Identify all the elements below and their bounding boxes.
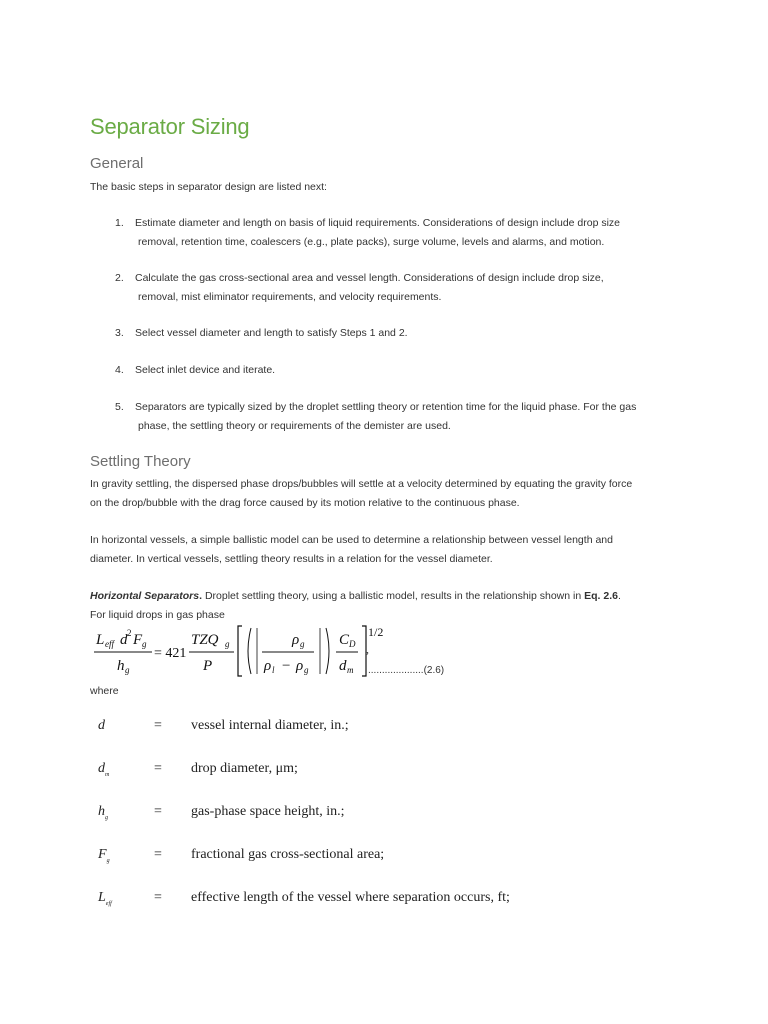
step-text-line2: removal, mist eliminator requirements, and velocity requirements. — [138, 291, 442, 303]
lhs-L: L — [96, 632, 105, 648]
step-text-line1: Select vessel diameter and length to satisfy Steps 1 and 2. — [135, 327, 408, 339]
step-number: 3. — [115, 327, 124, 339]
minus-sign: − — [282, 658, 291, 674]
where-label: where — [90, 685, 119, 697]
rho-g-bottom-sub: g — [304, 665, 309, 675]
rho-g-top-sub: g — [300, 639, 305, 649]
symbol — [98, 761, 109, 778]
definition: vessel internal diameter, in.; — [191, 718, 349, 733]
symbol — [98, 718, 105, 735]
left-paren — [248, 628, 251, 674]
equation-2-6 — [84, 620, 384, 682]
lhs-h: h — [117, 658, 125, 674]
definition: drop diameter, μm; — [191, 761, 298, 776]
equals-sign: = — [154, 718, 162, 733]
mid-P: P — [203, 658, 213, 674]
step-number: 5. — [115, 401, 124, 413]
mid-TZQ: TZQ — [191, 632, 219, 648]
equation-number: ....................(2.6) — [368, 665, 445, 676]
settling-paragraph-2 — [90, 531, 690, 569]
definition: effective length of the vessel where separation occurs, ft; — [191, 890, 510, 905]
settling-para1-line1: In gravity settling, the dispersed phase drops/bubbles will settle at a velocity determined by equating the gravity force — [90, 478, 633, 490]
step-number: 2. — [115, 272, 124, 284]
equation-reference: Eq. 2.6 — [584, 590, 618, 602]
symbol-letter: F — [98, 847, 107, 862]
symbol — [98, 847, 110, 864]
symbol — [98, 890, 112, 907]
settling-para1-line2: on the drop/bubble with the drag force caused by its motion relative to the continuous phase. — [90, 497, 520, 509]
equation-comma: , — [366, 642, 369, 656]
symbol — [98, 804, 108, 821]
cd: C — [339, 632, 350, 648]
rho-l-sub: l — [272, 665, 275, 675]
settling-paragraph-1 — [90, 475, 690, 513]
symbol-letter: d — [98, 761, 105, 776]
lhs-F-sub: g — [142, 639, 147, 649]
general-intro: The basic steps in separator design are listed next: — [90, 181, 327, 193]
section-heading-general: General — [90, 155, 144, 172]
rho-l: ρ — [264, 658, 272, 674]
horizontal-separators-text: Droplet settling theory, using a ballistic model, results in the relationship shown in — [202, 590, 585, 602]
dm-sub: m — [347, 665, 354, 675]
exponent: 1/2 — [368, 625, 384, 639]
equals-sign: = — [154, 761, 162, 776]
step-text-line1: Estimate diameter and length on basis of liquid requirements. Considerations of design include drop size — [135, 217, 621, 229]
page-title: Separator Sizing — [90, 114, 250, 139]
rho-g-top: ρ — [292, 632, 300, 648]
step-text-line1: Separators are typically sized by the droplet settling theory or retention time for the liquid phase. For the gas — [135, 401, 637, 413]
step-number: 1. — [115, 217, 124, 229]
cd-sub: D — [349, 639, 356, 649]
settling-para2-line2: diameter. In vertical vessels, settling theory results in a relation for the vessel diameter. — [90, 553, 493, 565]
symbol-subscript: m — [105, 771, 110, 778]
symbol-subscript: eff — [105, 900, 112, 907]
equals-sign: = — [154, 890, 162, 905]
settling-para2-line1: In horizontal vessels, a simple ballistic model can be used to determine a relationship between vessel length and — [90, 534, 613, 546]
lhs-squared: 2 — [127, 628, 132, 638]
definition: gas-phase space height, in.; — [191, 804, 345, 819]
step-text-line1: Select inlet device and iterate. — [135, 364, 276, 376]
left-bracket — [238, 626, 242, 676]
section-heading-settling-theory: Settling Theory — [90, 453, 191, 470]
equals-sign: = — [154, 847, 162, 862]
symbol-letter: h — [98, 804, 105, 819]
symbol-subscript: g — [105, 814, 108, 821]
lead-period: . — [199, 590, 203, 602]
horizontal-separators-lead: Horizontal Separators — [90, 590, 200, 602]
step-text-line2: removal, retention time, coalescers (e.g., plate packs), surge volume, levels and alarms, and motion. — [138, 236, 605, 248]
horizontal-separators-line2: For liquid drops in gas phase — [90, 609, 225, 621]
right-paren — [326, 628, 329, 674]
step-text-line1: Calculate the gas cross-sectional area and vessel length. Considerations of design include drop size, — [135, 272, 604, 284]
symbol-letter: d — [98, 718, 105, 733]
dm: d — [339, 658, 347, 674]
lhs-F: F — [133, 632, 143, 648]
rho-g-bottom: ρ — [296, 658, 304, 674]
equals-sign: = — [154, 804, 162, 819]
step-number: 4. — [115, 364, 124, 376]
symbol-letter: L — [98, 890, 106, 905]
symbol-subscript: g — [106, 857, 110, 864]
mid-TZQ-sub: g — [225, 639, 230, 649]
step-text-line2: phase, the settling theory or requirements of the demister are used. — [138, 420, 451, 432]
equals-421: = 421 — [154, 646, 187, 661]
lhs-d: d — [120, 632, 128, 648]
sentence-end: . — [617, 590, 621, 602]
lhs-L-sub: eff — [105, 639, 114, 649]
lhs-h-sub: g — [125, 665, 130, 675]
definition: fractional gas cross-sectional area; — [191, 847, 385, 862]
